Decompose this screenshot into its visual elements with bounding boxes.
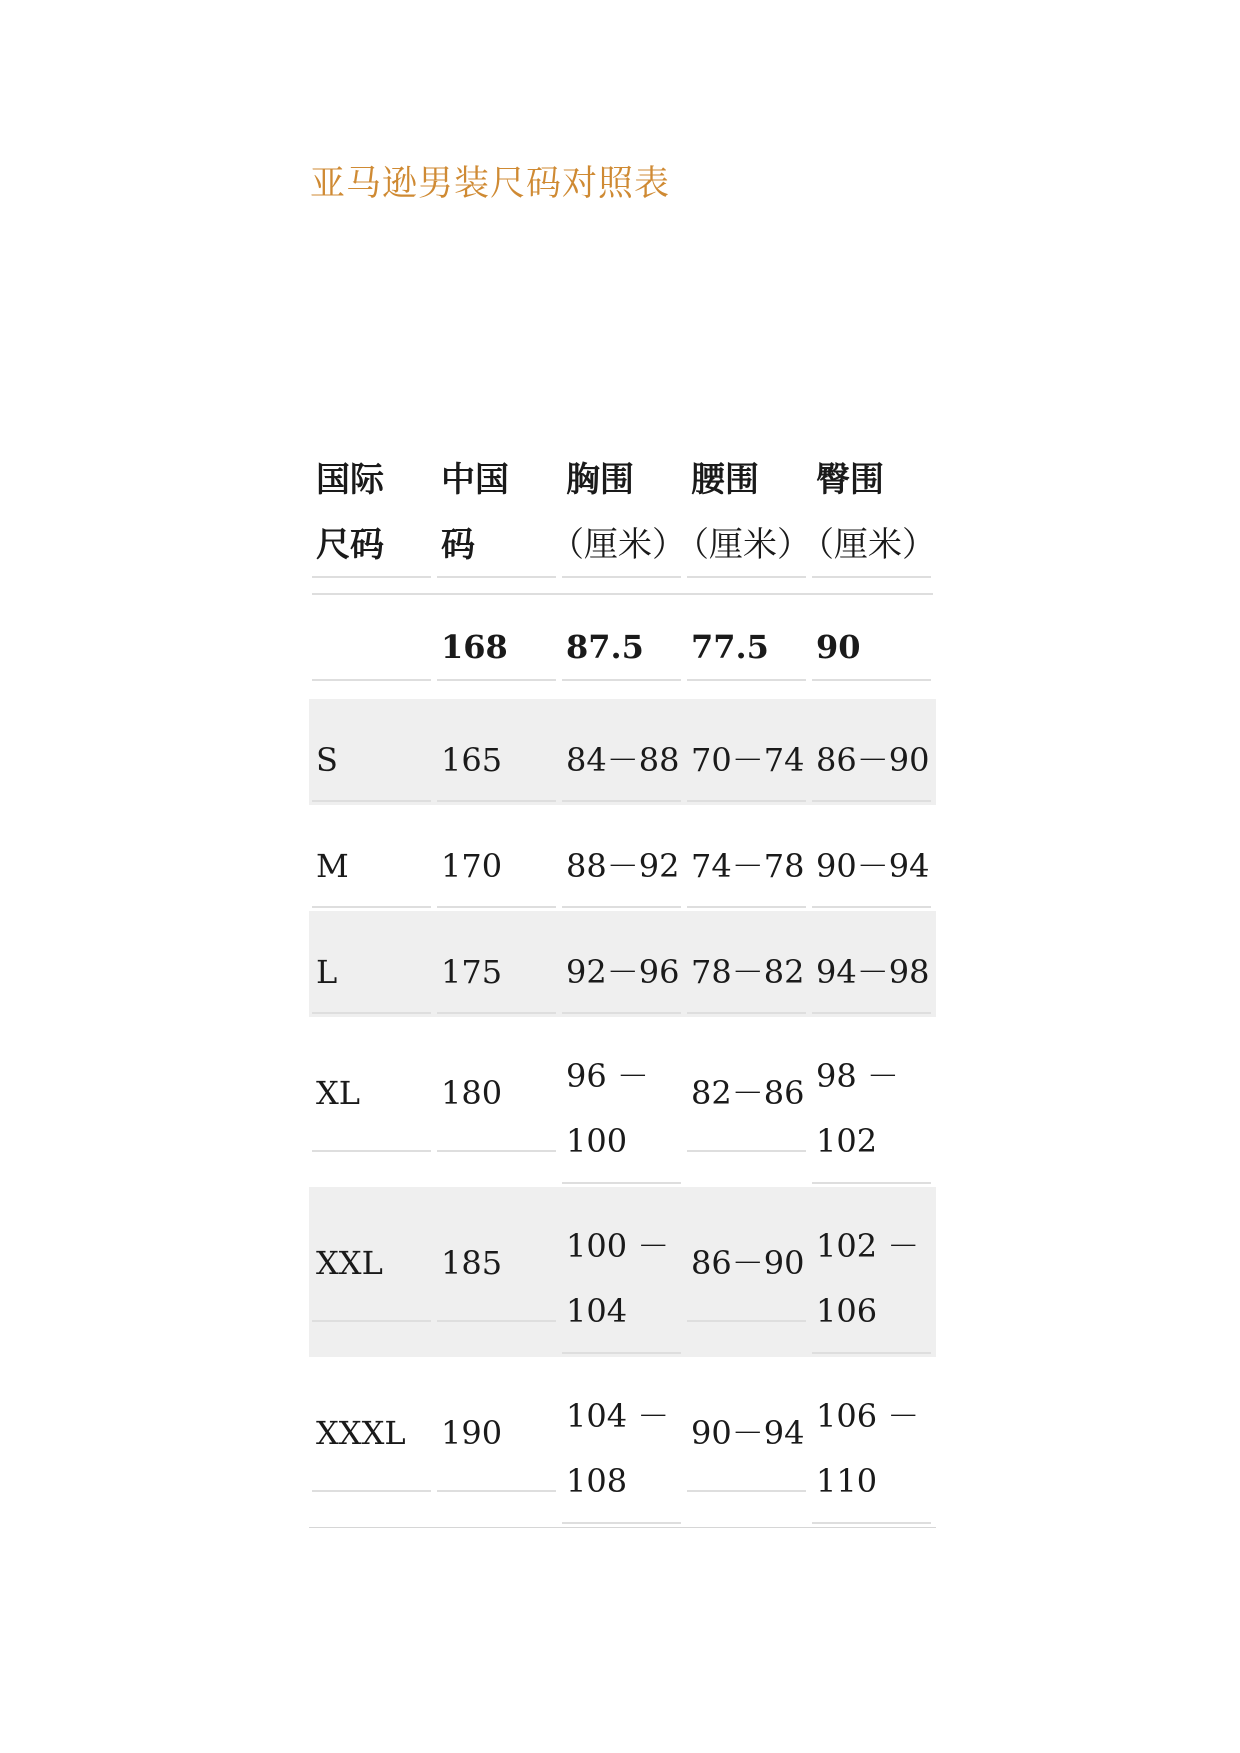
cell-waist: 86－90 — [687, 1206, 806, 1322]
cell-cn: 165 — [437, 720, 556, 802]
cell-waist: 74－78 — [687, 826, 806, 908]
cell-cn: 170 — [437, 826, 556, 908]
cell-cn: 180 — [437, 1036, 556, 1152]
cell-hip — [812, 1376, 931, 1524]
cell-chest-line1: 100 － — [566, 1227, 670, 1265]
cell-chest: 84－88 — [562, 720, 681, 802]
cell-cn: 190 — [437, 1376, 556, 1492]
cell-intl: XL — [312, 1036, 431, 1152]
page-title: 亚马逊男装尺码对照表 — [310, 164, 671, 204]
header-text: 胸围 — [566, 460, 634, 500]
cell-chest-line1: 96 － — [566, 1057, 649, 1095]
header-intl-size — [312, 448, 431, 578]
cell-intl: L — [312, 932, 431, 1014]
cell-chest: 92－96 — [562, 932, 681, 1014]
table-row — [309, 1017, 936, 1187]
header-text: 国际 — [316, 460, 384, 500]
cell-intl — [312, 616, 431, 681]
cell-chest-line2: 104 — [566, 1292, 628, 1330]
size-chart-table — [309, 448, 936, 1528]
cell-chest — [562, 1206, 681, 1354]
table-row — [309, 699, 936, 805]
table-row — [309, 911, 936, 1017]
header-chest — [550, 448, 686, 578]
cell-hip: 90－94 — [812, 826, 931, 908]
cell-hip-line1: 102 － — [816, 1227, 920, 1265]
header-text: 腰围 — [691, 460, 759, 500]
cell-chest-line2: 100 — [566, 1122, 628, 1160]
header-text: 码 — [441, 525, 475, 565]
header-text: 臀围 — [816, 460, 884, 500]
header-hip — [800, 448, 936, 578]
table-row — [309, 805, 936, 911]
cell-intl: M — [312, 826, 431, 908]
header-unit: （厘米） — [550, 525, 686, 565]
cell-hip — [812, 1206, 931, 1354]
cell-hip-line1: 106 － — [816, 1397, 920, 1435]
cell-cn: 185 — [437, 1206, 556, 1322]
cell-hip-line2: 102 — [816, 1122, 878, 1160]
cell-chest: 87.5 — [562, 616, 681, 681]
cell-hip-line1: 98 － — [816, 1057, 899, 1095]
cell-hip: 94－98 — [812, 932, 931, 1014]
header-text: 尺码 — [316, 525, 384, 565]
cell-chest: 88－92 — [562, 826, 681, 908]
cell-hip — [812, 1036, 931, 1184]
header-cn-size — [437, 448, 556, 578]
cell-chest-line1: 104 － — [566, 1397, 670, 1435]
cell-waist: 77.5 — [687, 616, 806, 681]
cell-intl: S — [312, 720, 431, 802]
header-divider — [312, 578, 933, 595]
header-text: 中国 — [441, 460, 509, 500]
cell-cn: 175 — [437, 932, 556, 1014]
cell-waist: 90－94 — [687, 1376, 806, 1492]
cell-hip-line2: 110 — [816, 1462, 878, 1500]
table-row — [309, 1357, 936, 1528]
cell-waist: 78－82 — [687, 932, 806, 1014]
cell-waist: 70－74 — [687, 720, 806, 802]
table-row-standard — [309, 595, 936, 699]
cell-intl: XXL — [312, 1206, 431, 1322]
table-row — [309, 1187, 936, 1357]
table-header-row — [309, 448, 936, 578]
cell-hip-line2: 106 — [816, 1292, 878, 1330]
cell-intl: XXXL — [312, 1376, 431, 1492]
cell-waist: 82－86 — [687, 1036, 806, 1152]
cell-chest — [562, 1376, 681, 1524]
cell-hip: 86－90 — [812, 720, 931, 802]
header-unit: （厘米） — [800, 525, 936, 565]
cell-chest — [562, 1036, 681, 1184]
header-unit: （厘米） — [675, 525, 811, 565]
cell-cn: 168 — [437, 616, 556, 681]
header-waist — [675, 448, 811, 578]
cell-chest-line2: 108 — [566, 1462, 628, 1500]
cell-hip: 90 — [812, 616, 931, 681]
